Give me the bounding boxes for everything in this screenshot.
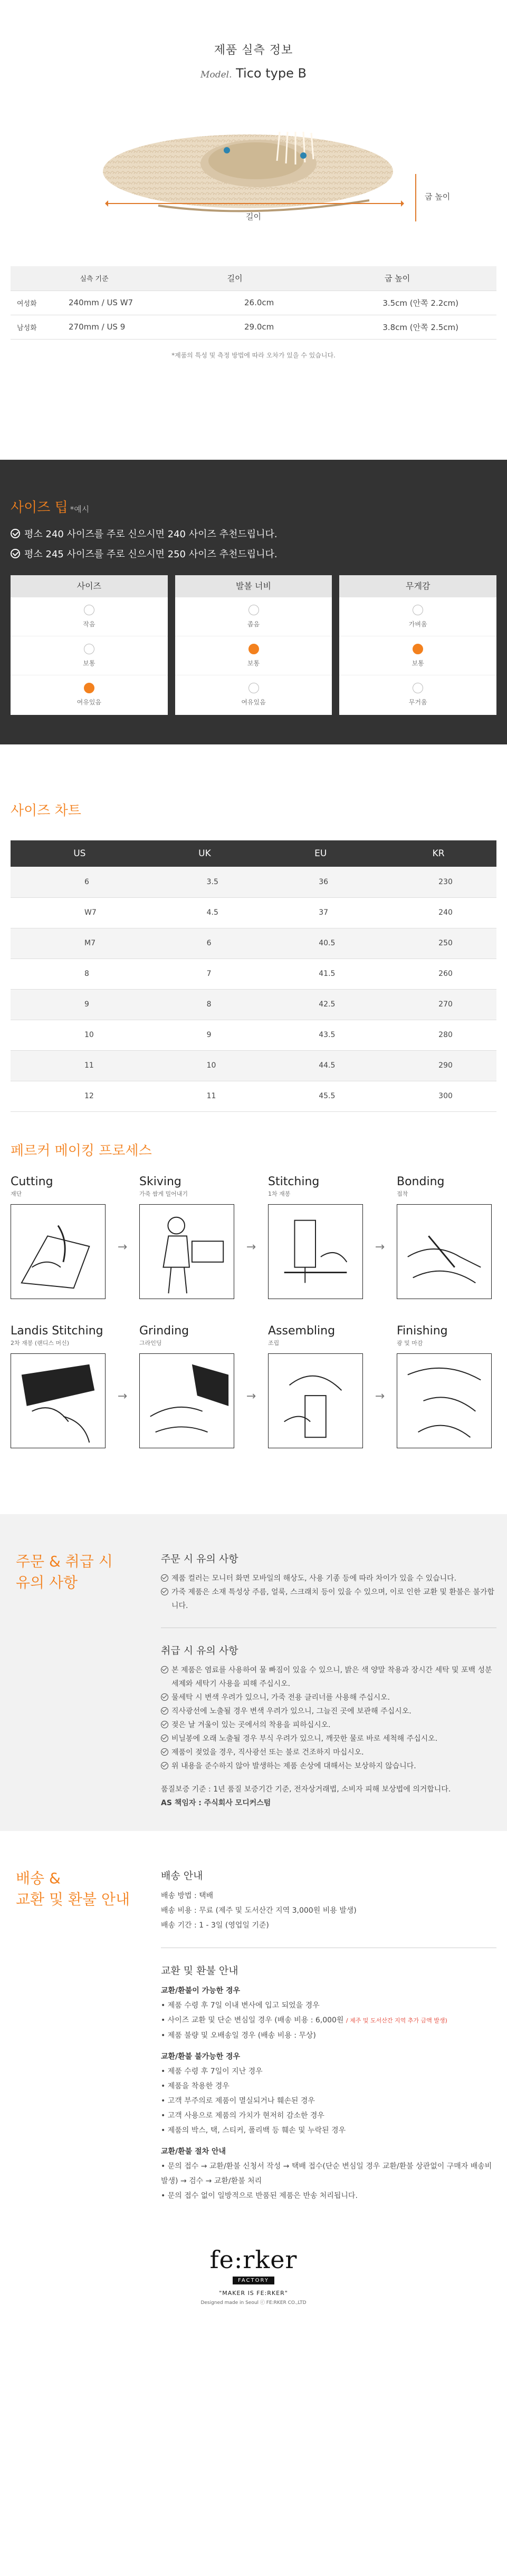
- list-item-text: 제품 컬러는 모니터 화면 모바일의 해상도, 사용 기종 등에 따라 차이가 있을 수 있습니다.: [171, 1574, 457, 1583]
- arrow-right-icon: →: [375, 1240, 385, 1254]
- process-line: • 문의 접수 없이 일방적으로 반품된 제품은 반송 처리됩니다.: [161, 2192, 358, 2200]
- impossible-text: 제품 수령 후 7일이 지난 경우: [167, 2067, 263, 2076]
- fit-option-label: 좁음: [247, 621, 260, 628]
- size-cell: 260: [380, 958, 496, 989]
- length-label: 길이: [246, 212, 261, 221]
- arrow-right-icon: →: [246, 1389, 256, 1403]
- table-row: [11, 958, 496, 989]
- impossible-line: • 고객 사용으로 제품의 가치가 현저히 감소한 경우: [161, 2112, 324, 2120]
- process-step-ko: 1차 재봉: [268, 1190, 291, 1197]
- size-cell: 44.5: [261, 1050, 380, 1081]
- process-step-ko: 가죽 쌈게 밀어내기: [139, 1190, 188, 1197]
- process-step-name: Finishing: [397, 1324, 448, 1338]
- process-step-ko: 접착: [397, 1190, 408, 1197]
- size-cell: 290: [380, 1050, 496, 1081]
- size-cell: 7: [149, 958, 261, 989]
- process-step-name: Skiving: [139, 1175, 181, 1188]
- fit-option: [175, 597, 332, 636]
- size-cell: 230: [380, 867, 496, 897]
- tip-line: [11, 527, 496, 540]
- model-line: [0, 66, 507, 81]
- size-cell: 3.5: [149, 867, 261, 897]
- refund-title: 교환 및 환불 안내: [161, 1965, 238, 1977]
- brand-tagline: "MAKER IS FE:RKER": [219, 2290, 288, 2297]
- fit-option: [339, 636, 496, 675]
- fit-option-label: 작음: [83, 621, 95, 628]
- impossible-text: 제품을 착용한 경우: [167, 2082, 229, 2090]
- finishing-illustration: [397, 1353, 492, 1448]
- possible-text: 사이즈 교환 및 단순 변심일 경우 (배송 비용 : 6,000원: [167, 2016, 344, 2025]
- grinding-illustration: [139, 1353, 234, 1448]
- tip-text: 평소 240 사이즈를 주로 신으시면 240 사이즈 추천드립니다.: [24, 529, 278, 540]
- spec-cell: 270mm / US 9: [69, 315, 171, 339]
- size-cell: W7: [11, 897, 149, 928]
- check-circle-icon: [161, 1693, 168, 1701]
- check-circle-icon: [161, 1762, 168, 1769]
- spec-cell: 여성화: [11, 290, 69, 315]
- making-process-title: 페르커 메이킹 프로세스: [11, 1143, 152, 1159]
- size-chart-section: [0, 744, 507, 1108]
- size-cell: 300: [380, 1081, 496, 1111]
- measure-note: *제품의 특성 및 측정 방법에 따라 오차가 있을 수 있습니다.: [171, 352, 336, 359]
- list-item: [161, 1759, 496, 1773]
- spec-header-length: 길이: [171, 266, 298, 290]
- fit-option-label: 보통: [247, 660, 260, 667]
- model-label: Model.: [200, 70, 232, 80]
- process-step-name: Stitching: [268, 1175, 320, 1188]
- spec-table: [11, 266, 496, 340]
- size-cell: 8: [11, 958, 149, 989]
- shipping-section: [0, 1831, 507, 2224]
- size-cell: 37: [261, 897, 380, 928]
- list-item: [161, 1732, 496, 1746]
- fit-option: [11, 675, 168, 714]
- radio-dot: [248, 683, 259, 693]
- table-row: [11, 315, 496, 339]
- size-cell: 45.5: [261, 1081, 380, 1111]
- check-circle-icon: [161, 1574, 168, 1582]
- process-step: [397, 1324, 492, 1450]
- table-row: [11, 928, 496, 958]
- spec-cell: 240mm / US W7: [69, 290, 171, 315]
- radio-dot-selected: [248, 644, 259, 654]
- fit-option: [175, 675, 332, 714]
- size-tips-title-suffix: *예시: [70, 505, 90, 514]
- notice-content: [161, 1551, 496, 1810]
- card-title: 발볼 너비: [175, 575, 332, 597]
- slipper-image: [95, 100, 412, 216]
- process-step: [268, 1175, 363, 1301]
- process-step-name: Grinding: [139, 1324, 189, 1338]
- size-chart-table: [11, 840, 496, 1112]
- tip-line: [11, 547, 496, 560]
- fit-option-label: 무거움: [408, 699, 427, 706]
- size-cell: 42.5: [261, 989, 380, 1020]
- radio-dot: [84, 644, 94, 654]
- table-row: [11, 1020, 496, 1050]
- height-label: 굽 높이: [425, 192, 451, 201]
- size-cell: 250: [380, 928, 496, 958]
- skiving-illustration: [139, 1204, 234, 1299]
- length-measure-arrow: [108, 203, 401, 204]
- check-circle-icon: [161, 1588, 168, 1595]
- radio-dot-selected: [413, 644, 423, 654]
- impossible-text: 제품의 박스, 택, 스티커, 폴리백 등 훼손 및 누락된 경우: [167, 2126, 346, 2135]
- size-cell: 6: [149, 928, 261, 958]
- list-item: [161, 1746, 496, 1759]
- size-cell: 9: [149, 1020, 261, 1050]
- possible-text: 제품 불량 및 오배송일 경우 (배송 비용 : 무상): [167, 2031, 316, 2040]
- list-item-text: 비닐봉에 오래 노출될 경우 부식 우려가 있으니, 깨끗한 물로 바로 세척해 주십시오.: [171, 1735, 438, 1743]
- bonding-illustration: [397, 1204, 492, 1299]
- possible-line: • 사이즈 교환 및 단순 변심일 경우 (배송 비용 : 6,000원 / 제주 및 도서산간 지역 추가 금액 발생): [161, 2016, 447, 2025]
- fit-card-width: [175, 575, 332, 715]
- size-header-kr: KR: [380, 840, 496, 867]
- process-step-name: Landis Stitching: [11, 1324, 103, 1338]
- process-text: 문의 접수 없이 일방적으로 반품된 제품은 반송 처리됩니다.: [167, 2192, 358, 2200]
- process-line: • 문의 접수 → 교환/환불 신청서 작성 → 택배 접수(단순 변심일 경우 교환/환불 상관없이 구매자 배송비 발생) → 검수 → 교환/환불 처리: [161, 2162, 492, 2185]
- fit-option-label: 보통: [412, 660, 424, 667]
- brand-logo: fe:rker: [209, 2245, 298, 2274]
- size-tips-title: [11, 497, 496, 516]
- spec-cell: 3.5cm (안쪽 2.2cm): [298, 290, 496, 315]
- cutting-illustration: [11, 1204, 106, 1299]
- arrow-right-icon: →: [375, 1389, 385, 1403]
- impossible-title: 교환/환불 불가능한 경우: [161, 2052, 241, 2061]
- list-item-text: 위 내용을 준수하지 않아 발생하는 제품 손상에 대해서는 보상하지 않습니다.: [171, 1762, 416, 1770]
- ship-line: 배송 비용 : 무료 (제주 및 도서산간 지역 3,000원 비용 발생): [161, 1906, 357, 1915]
- care-title: 취급 시 유의 사항: [161, 1645, 238, 1657]
- impossible-line: • 제품의 박스, 택, 스티커, 폴리백 등 훼손 및 누락된 경우: [161, 2126, 346, 2135]
- process-step-ko: 그라인딩: [139, 1340, 162, 1347]
- brand-copyright: Designed made in Seoul ⓒ FE:RKER CO.,LTD: [200, 2300, 307, 2306]
- size-cell: 6: [11, 867, 149, 897]
- list-item: [161, 1705, 496, 1718]
- size-chart-title: 사이즈 차트: [11, 803, 81, 819]
- process-title: 교환/환불 절차 안내: [161, 2147, 226, 2156]
- possible-line: • 제품 수령 후 7일 이내 변사에 입고 되었을 경우: [161, 2001, 320, 2010]
- possible-line: • 제품 불량 및 오배송일 경우 (배송 비용 : 무상): [161, 2031, 316, 2040]
- fit-option: [11, 636, 168, 675]
- spec-cell: 3.8cm (안쪽 2.5cm): [298, 315, 496, 339]
- size-cell: 10: [11, 1020, 149, 1050]
- list-item-text: 젖은 날 겨울이 있는 곳에서의 착용을 피하십시오.: [171, 1721, 331, 1729]
- impossible-line: • 고객 부주의로 제품이 멸실되거나 훼손된 경우: [161, 2097, 315, 2105]
- size-cell: 10: [149, 1050, 261, 1081]
- fit-option-label: 가벼움: [408, 621, 427, 628]
- process-step-name: Cutting: [11, 1175, 53, 1188]
- table-row: [11, 290, 496, 315]
- list-item-text: 제품이 젖었을 경우, 직사광선 또는 불로 건조하지 마십시오.: [171, 1748, 364, 1757]
- table-row: [11, 989, 496, 1020]
- product-measurement-section: [0, 0, 507, 422]
- possible-red-note: / 제주 및 도서산간 지역 추가 금액 발생): [346, 2017, 447, 2024]
- size-cell: 9: [11, 989, 149, 1020]
- process-row: [11, 1175, 496, 1301]
- ship-title: 배송 안내: [161, 1870, 203, 1882]
- fit-card-weight: [339, 575, 496, 715]
- process-step: [139, 1175, 234, 1301]
- spec-cell: 남성화: [11, 315, 69, 339]
- shipping-content: [161, 1868, 496, 2203]
- size-cell: M7: [11, 928, 149, 958]
- size-tips-section: [0, 460, 507, 744]
- table-row: [11, 867, 496, 897]
- size-cell: 40.5: [261, 928, 380, 958]
- stitching-illustration: [268, 1204, 363, 1299]
- radio-dot: [248, 605, 259, 615]
- size-cell: 43.5: [261, 1020, 380, 1050]
- height-measure-arrow: [415, 174, 416, 221]
- assembling-illustration: [268, 1353, 363, 1448]
- measure-title: 제품 실측 정보: [214, 44, 293, 57]
- check-circle-icon: [11, 529, 20, 538]
- size-cell: 4.5: [149, 897, 261, 928]
- list-item: [161, 1663, 496, 1691]
- size-header-us: US: [11, 840, 149, 867]
- as-text: AS 책임자 : 주식회사 모디커스텀: [161, 1799, 271, 1807]
- process-step-ko: 2차 재봉 (랜디스 머신): [11, 1340, 70, 1347]
- check-circle-icon: [161, 1735, 168, 1742]
- size-header-uk: UK: [149, 840, 261, 867]
- fit-option-label: 보통: [83, 660, 95, 667]
- table-row: [11, 1081, 496, 1111]
- radio-dot: [84, 605, 94, 615]
- notice-section: [0, 1514, 507, 1831]
- warranty-text: 품질보증 기준 : 1년 품질 보증기간 기준, 전자상거래법, 소비자 피해 보상법에 의거합니다.: [161, 1785, 451, 1794]
- impossible-line: • 제품을 착용한 경우: [161, 2082, 229, 2090]
- process-step: [139, 1324, 234, 1450]
- check-circle-icon: [11, 549, 20, 558]
- arrow-right-icon: →: [117, 1389, 128, 1403]
- size-cell: 41.5: [261, 958, 380, 989]
- landis-stitching-illustration: [11, 1353, 106, 1448]
- card-title: 무게감: [339, 575, 496, 597]
- size-header-eu: EU: [261, 840, 380, 867]
- table-row: [11, 897, 496, 928]
- ship-line: 배송 기간 : 1 - 3일 (영업일 기준): [161, 1921, 269, 1930]
- table-row: [11, 1050, 496, 1081]
- spec-header-heel: 굽 높이: [298, 266, 496, 290]
- fit-card-size: [11, 575, 168, 715]
- impossible-text: 고객 부주의로 제품이 멸실되거나 훼손된 경우: [167, 2097, 315, 2105]
- process-row: [11, 1324, 496, 1450]
- ship-line: 배송 방법 : 택배: [161, 1892, 214, 1900]
- check-circle-icon: [161, 1721, 168, 1728]
- check-circle-icon: [161, 1707, 168, 1715]
- size-tips-title-text: 사이즈 팁: [11, 500, 68, 516]
- process-step-name: Bonding: [397, 1175, 445, 1188]
- possible-text: 제품 수령 후 7일 이내 변사에 입고 되었을 경우: [167, 2001, 320, 2010]
- list-item: [161, 1585, 496, 1613]
- making-process-section: [0, 1108, 507, 1509]
- spec-header-std: 실측 기준: [11, 266, 171, 290]
- check-circle-icon: [161, 1748, 168, 1756]
- arrow-right-icon: →: [117, 1240, 128, 1254]
- tip-text: 평소 245 사이즈를 주로 신으시면 250 사이즈 추천드립니다.: [24, 549, 278, 560]
- check-circle-icon: [161, 1666, 168, 1673]
- impossible-line: • 제품 수령 후 7일이 지난 경우: [161, 2067, 263, 2076]
- size-cell: 11: [11, 1050, 149, 1081]
- possible-title: 교환/환불이 가능한 경우: [161, 1987, 241, 1995]
- fit-option-label: 여유있음: [241, 699, 266, 706]
- process-step-ko: 재단: [11, 1190, 22, 1197]
- model-name: Tico type B: [236, 66, 307, 81]
- fit-option-label: 여유있음: [76, 699, 102, 706]
- process-step-name: Assembling: [268, 1324, 336, 1338]
- process-text: 문의 접수 → 교환/환불 신청서 작성 → 택배 접수(단순 변심일 경우 교환/환불 상관없이 구매자 배송비 발생) → 검수 → 교환/환불 처리: [161, 2162, 492, 2185]
- list-item-text: 가죽 제품은 소재 특성상 주름, 얼룩, 스크래치 등이 있을 수 있으며, 이로 인한 교환 및 환불은 불가합니다.: [171, 1588, 494, 1610]
- process-step-ko: 조립: [268, 1340, 280, 1347]
- size-cell: 280: [380, 1020, 496, 1050]
- card-title: 사이즈: [11, 575, 168, 597]
- fit-cards: [11, 575, 496, 715]
- list-item-text: 직사광선에 노출될 경우 변색 우려가 있으니, 그늘진 곳에 보관해 주십시오.: [171, 1707, 412, 1716]
- impossible-text: 고객 사용으로 제품의 가치가 현저히 감소한 경우: [167, 2112, 324, 2120]
- arrow-right-icon: →: [246, 1240, 256, 1254]
- fit-option: [11, 597, 168, 636]
- size-cell: 11: [149, 1081, 261, 1111]
- radio-dot-selected: [84, 683, 94, 693]
- spec-cell: 26.0cm: [171, 290, 298, 315]
- fit-option: [175, 636, 332, 675]
- brand-footer: [0, 2224, 507, 2314]
- process-step-ko: 광 및 마감: [397, 1340, 423, 1347]
- factory-badge: FACTORY: [233, 2277, 274, 2284]
- size-cell: 8: [149, 989, 261, 1020]
- radio-dot: [413, 683, 423, 693]
- list-item-text: 물세탁 시 변색 우려가 있으니, 가죽 전용 클리너를 사용해 주십시오.: [171, 1693, 390, 1702]
- list-item-text: 본 제품은 염료를 사용하여 물 빠짐이 있을 수 있으니, 밝은 색 양말 착용과 장시간 세탁 및 포백 성분 세제와 세탁기 사용을 피해 주십시오.: [171, 1666, 492, 1688]
- list-item: [161, 1718, 496, 1732]
- fit-option: [339, 675, 496, 714]
- size-cell: 36: [261, 867, 380, 897]
- fit-option: [339, 597, 496, 636]
- spec-cell: 29.0cm: [171, 315, 298, 339]
- radio-dot: [413, 605, 423, 615]
- list-item: [161, 1572, 496, 1585]
- size-cell: 240: [380, 897, 496, 928]
- size-cell: 12: [11, 1081, 149, 1111]
- shipping-left-title: 배송 & 교환 및 환불 안내: [16, 1870, 130, 1908]
- order-title: 주문 시 유의 사항: [161, 1553, 238, 1565]
- size-cell: 270: [380, 989, 496, 1020]
- process-step: [11, 1324, 106, 1450]
- process-step: [397, 1175, 492, 1301]
- process-step: [268, 1324, 363, 1450]
- list-item: [161, 1691, 496, 1705]
- process-step: [11, 1175, 106, 1301]
- notice-left-title: 주문 & 취급 시 유의 사항: [16, 1553, 113, 1591]
